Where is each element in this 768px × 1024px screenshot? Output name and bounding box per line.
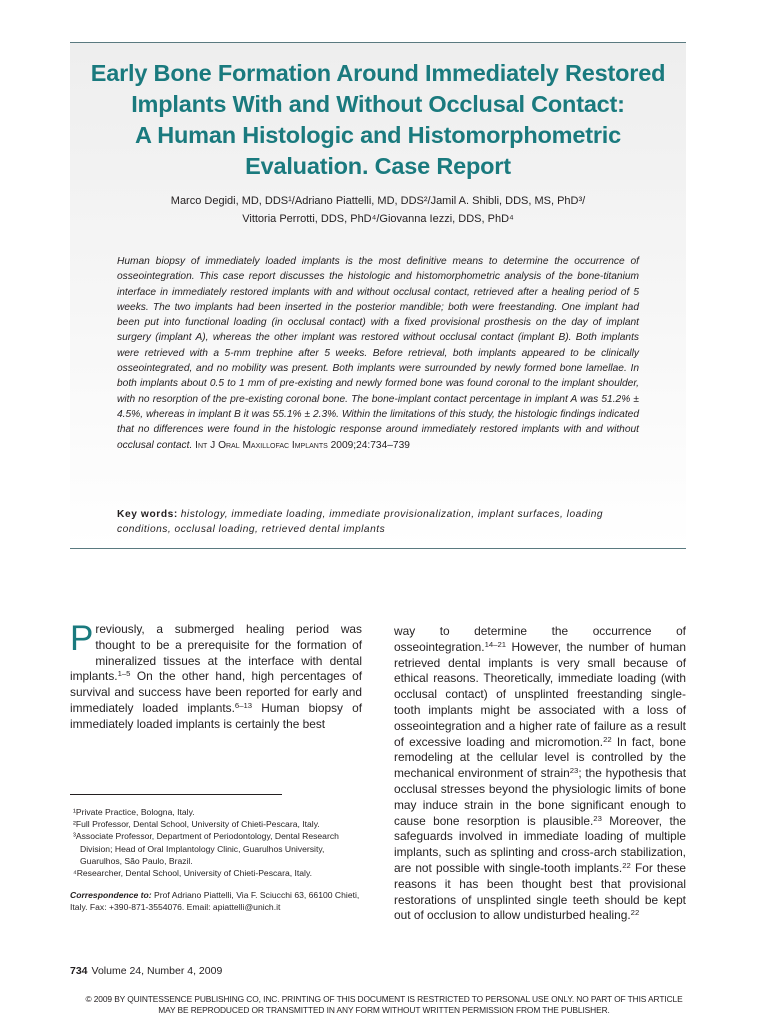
page-footer (70, 965, 222, 977)
authors-line-1: Marco Degidi, MD, DDS¹/Adriano Piattelli, MD, DDS²/Jamil A. Shibli, DDS, MS, PhD³/ (170, 195, 586, 207)
page-number: 734 (70, 965, 88, 977)
keywords-text: histology, immediate loading, immediate provisionalization, implant surfaces, loading conditions, occlusal loading, retrieved dental implants (117, 509, 604, 536)
body-text: Human biopsy of immediately loaded implants is certainly the best (70, 700, 362, 731)
body-text: ; the hypothesis that occlusal stresses beyond the physiologic limits of bone may induce strain in the bone significant enough to cause bone resorption is plausible. (394, 766, 686, 828)
footnote-3: ³Associate Professor, Department of Periodontology, Dental Research Division; Head of Oral Implantology Clinic, Guarulhos University, Guarulhos, São Paulo, Brazil. (73, 831, 339, 866)
body-text: way to determine the occurrence of osseointegration. (394, 624, 686, 654)
correspondence (70, 889, 366, 913)
body-text: However, the number of human retrieved dental implants is very small because of ethical reasons. Theoretically, immediate loading (with occlusal contact) of unsplinted freestanding single-tooth implants might be associated with a loss of osseointegration and a higher rate of failure as a result of excessive loading and micromotion. (394, 639, 686, 749)
citation-ref: 22 (622, 860, 631, 870)
keywords-label: Key words: (117, 509, 178, 520)
citation-ref: 1–5 (117, 669, 131, 679)
body-text: For these reasons it has been thought best that provisional restorations of unsplinted single teeth should be kept out of occlusion to allow undisturbed healing. (394, 860, 687, 923)
body-column-left (70, 619, 362, 733)
title-line-4: Evaluation. Case Report (245, 153, 511, 179)
article-title (70, 58, 686, 182)
footnote-2: ²Full Professor, Dental School, University of Chieti-Pescara, Italy. (73, 819, 320, 830)
top-rule (70, 42, 686, 43)
abstract-text: Human biopsy of immediately loaded implants is the most definitive means to determine the occurrence of osseointegration. This case report discusses the histologic and histomorphometric analysis of the bone-titanium interface in immediately restored implants with and without occlusal contact, retrieved after a healing period of 5 weeks. The two implants had been inserted in the posterior mandible; both were freestanding. One implant had been put into functional loading (in occlusal contact) with a fixed provisional prosthesis on the day of implant surgery (implant A), whereas the other implant was restored without occlusal contact (implant B). Both implants were retrieved with a 5-mm trephine after 5 weeks. Before retrieval, both implants appeared to be clinically osseointegrated, and no mobility was present. Both implants were surrounded by newly formed bone lamellae. In both implants about 0.5 to 1 mm of pre-existing and newly formed bone was found coronal to the implant shoulder, with no resorption of the pre-existing coronal bone. The bone-implant contact percentage in implant A was 51.2% ± 4.5%, whereas in implant B it was 55.1% ± 2.3%. Within the limitations of this study, the histologic findings indicated that no differences were found in the histologic response around immediately restored implants with and without occlusal contact. (117, 256, 639, 451)
title-line-3: A Human Histologic and Histomorphometric (135, 122, 621, 148)
author-list (70, 192, 686, 228)
journal-citation: Int J Oral Maxillofac Implants 2009;24:734–739 (195, 439, 410, 451)
authors-line-2: Vittoria Perrotti, DDS, PhD⁴/Giovanna Iezzi, DDS, PhD⁴ (242, 213, 514, 225)
drop-cap: P (70, 619, 94, 658)
footnote-4: ⁴Researcher, Dental School, University of Chieti-Pescara, Italy. (73, 868, 313, 879)
correspondence-text: Prof Adriano Piattelli, Via F. Sciucchi 63, 66100 Chieti, Italy. Fax: +390-871-3554076. Email: apiattelli@unich.it (70, 890, 360, 913)
citation-ref: 22 (603, 734, 612, 744)
copyright-line-2: MAY BE REPRODUCED OR TRANSMITTED IN ANY FORM WITHOUT WRITTEN PERMISSION FROM THE PUBLISHER. (158, 1005, 610, 1015)
issue-info: Volume 24, Number 4, 2009 (91, 965, 223, 977)
footnote-1: ¹Private Practice, Bologna, Italy. (73, 807, 195, 817)
body-text: Moreover, the safeguards involved in immediate loading of multiple implants, such as splinting and cross-arch stabilization, are not possible with single-tooth implants. (394, 813, 686, 875)
copyright-line-1: © 2009 BY QUINTESSENCE PUBLISHING CO, INC. PRINTING OF THIS DOCUMENT IS RESTRICTED TO PERSONAL USE ONLY. NO PART OF THIS ARTICLE (85, 994, 683, 1004)
title-line-2: Implants With and Without Occlusal Contact: (131, 91, 625, 117)
section-rule (70, 548, 686, 549)
citation-ref: 22 (630, 908, 640, 918)
body-text: On the other hand, high percentages of survival and success have been reported for early and immediately loaded implants. (70, 669, 362, 715)
citation-ref: 14–21 (484, 639, 507, 649)
citation-ref: 23 (569, 765, 579, 775)
correspondence-label: Correspondence to: (70, 890, 152, 901)
abstract (117, 254, 639, 453)
body-column-right (394, 624, 686, 924)
citation-ref: 6–13 (234, 700, 253, 710)
body-text: reviously, a submerged healing period was thought to be a prerequisite for the formation of mineralized tissues at the interface with dental implants. (70, 622, 362, 684)
affiliation-footnotes (70, 806, 366, 922)
body-text: In fact, bone remodeling at the cellular level is controlled by the mechanical environment of strain (394, 734, 687, 781)
keywords (117, 507, 639, 538)
title-line-1: Early Bone Formation Around Immediately Restored (90, 60, 666, 86)
copyright-notice (0, 994, 768, 1016)
footnote-rule (70, 794, 282, 795)
citation-ref: 23 (593, 813, 602, 823)
